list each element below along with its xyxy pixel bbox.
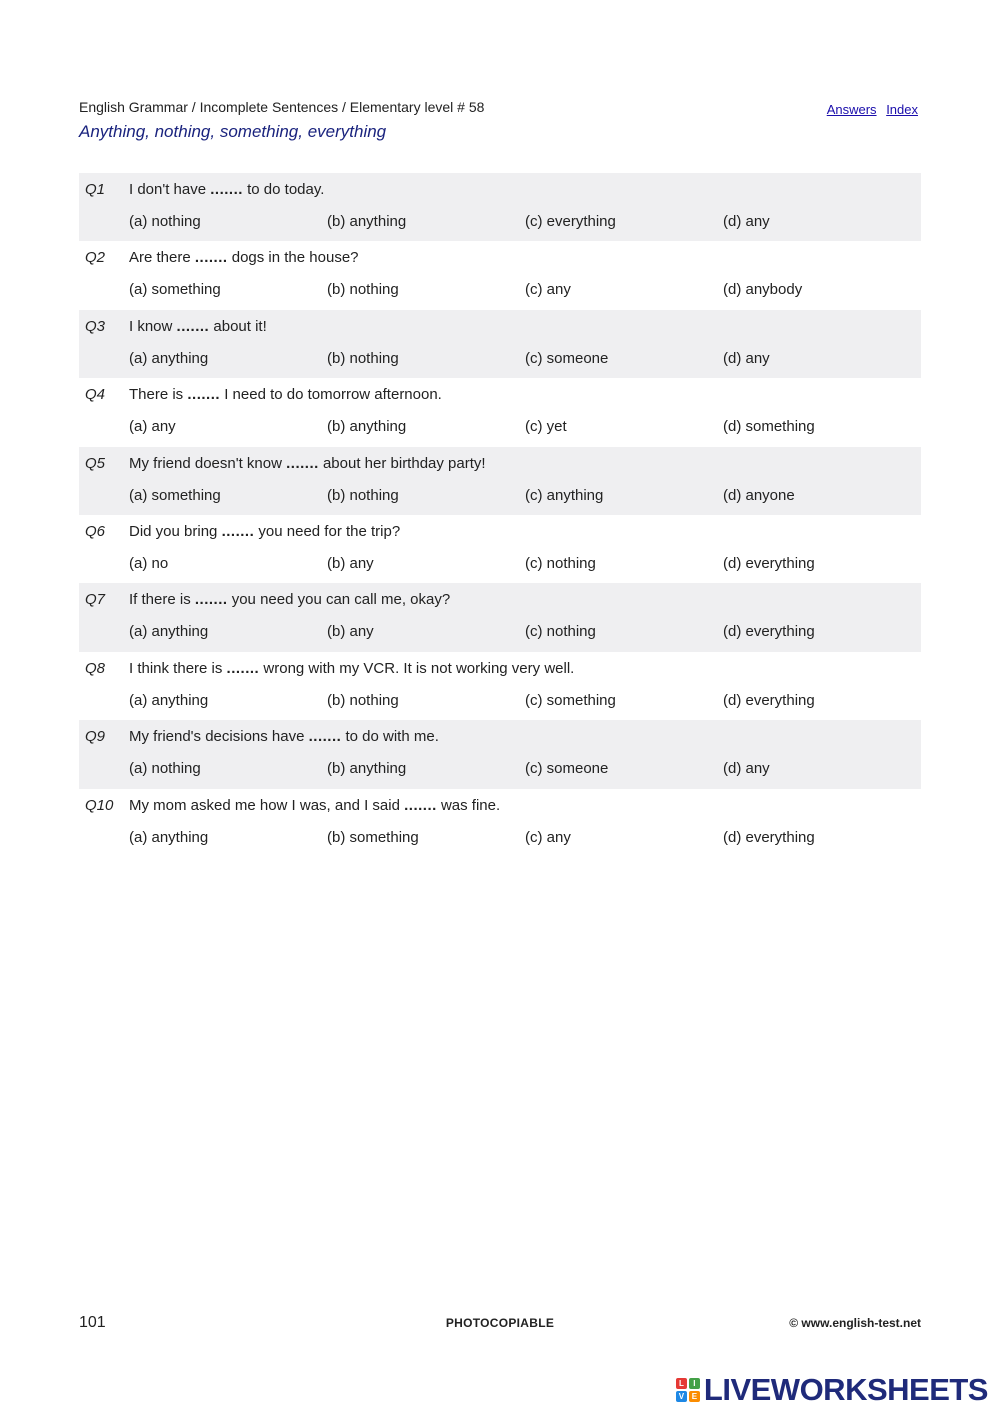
answer-blank[interactable]: ....... bbox=[194, 249, 228, 267]
question-list bbox=[79, 173, 921, 857]
answer-option[interactable]: (a) anything bbox=[129, 623, 209, 641]
question-number: Q4 bbox=[85, 386, 106, 404]
answer-option[interactable]: (c) anything bbox=[525, 486, 604, 504]
question-line bbox=[79, 591, 921, 615]
question-text-after: to do today. bbox=[242, 181, 325, 198]
answer-option[interactable]: (b) nothing bbox=[327, 349, 399, 367]
answer-option[interactable]: (c) any bbox=[525, 281, 571, 299]
logo-tile: V bbox=[676, 1391, 687, 1402]
answer-option[interactable]: (b) nothing bbox=[327, 486, 399, 504]
liveworksheets-logo-icon bbox=[676, 1378, 700, 1402]
question-item bbox=[79, 789, 921, 857]
breadcrumb: English Grammar / Incomplete Sentences / Elementary level # 58 bbox=[79, 99, 485, 115]
question-line bbox=[79, 318, 921, 342]
question-text bbox=[129, 181, 324, 198]
brand-name: LIVEWORKSHEETS bbox=[703, 1372, 988, 1407]
question-item bbox=[79, 583, 921, 651]
answer-options bbox=[129, 350, 921, 367]
answer-option[interactable]: (d) everything bbox=[723, 828, 815, 846]
answer-option[interactable]: (c) nothing bbox=[525, 554, 596, 572]
answer-option[interactable]: (d) something bbox=[723, 418, 815, 436]
logo-tile: L bbox=[676, 1378, 687, 1389]
question-text bbox=[129, 386, 442, 403]
page-title: Anything, nothing, something, everything bbox=[79, 122, 387, 141]
question-line bbox=[79, 660, 921, 684]
question-text-before: My mom asked me how I was, and I said bbox=[129, 796, 405, 814]
answer-options bbox=[129, 213, 921, 230]
answer-option[interactable]: (c) everything bbox=[525, 213, 616, 230]
answer-option[interactable]: (b) nothing bbox=[327, 691, 399, 709]
answer-options bbox=[129, 487, 921, 504]
question-text bbox=[129, 728, 439, 745]
question-text-after: dogs in the house? bbox=[227, 249, 359, 267]
question-text-after: you need you can call me, okay? bbox=[227, 591, 451, 609]
answer-option[interactable]: (b) something bbox=[327, 828, 419, 846]
answer-options bbox=[129, 555, 921, 572]
question-line bbox=[79, 181, 921, 205]
liveworksheets-brand bbox=[676, 1372, 988, 1408]
answer-option[interactable]: (d) everything bbox=[723, 554, 815, 572]
answer-option[interactable]: (b) anything bbox=[327, 418, 407, 436]
question-text bbox=[129, 591, 450, 608]
page-footer bbox=[79, 1314, 921, 1334]
answer-blank[interactable]: ....... bbox=[194, 591, 228, 609]
question-text bbox=[129, 797, 500, 814]
question-text bbox=[129, 318, 267, 335]
question-number: Q9 bbox=[85, 728, 106, 746]
question-item bbox=[79, 447, 921, 515]
question-text bbox=[129, 249, 359, 266]
answer-option[interactable]: (c) something bbox=[525, 691, 616, 709]
answer-blank[interactable]: ....... bbox=[176, 317, 210, 335]
question-line bbox=[79, 728, 921, 752]
answer-option[interactable]: (a) no bbox=[129, 554, 169, 572]
top-links bbox=[821, 102, 918, 117]
answer-option[interactable]: (a) anything bbox=[129, 691, 209, 709]
answer-blank[interactable]: ....... bbox=[221, 522, 255, 540]
answer-option[interactable]: (d) any bbox=[723, 349, 770, 367]
page-header bbox=[79, 99, 921, 142]
question-line bbox=[79, 249, 921, 273]
answer-option[interactable]: (b) any bbox=[327, 623, 374, 641]
answer-option[interactable]: (a) any bbox=[129, 418, 176, 436]
question-line bbox=[79, 386, 921, 410]
answer-option[interactable]: (c) someone bbox=[525, 760, 609, 778]
logo-tile: I bbox=[689, 1378, 700, 1389]
answer-option[interactable]: (a) nothing bbox=[129, 760, 201, 778]
question-number: Q7 bbox=[85, 591, 106, 609]
answer-option[interactable]: (b) nothing bbox=[327, 281, 399, 299]
question-text-before: There is bbox=[129, 386, 188, 404]
question-number: Q6 bbox=[85, 522, 106, 540]
question-text-before: I know bbox=[129, 317, 177, 335]
answer-option[interactable]: (c) someone bbox=[525, 349, 609, 367]
question-text-before: I don't have bbox=[129, 181, 211, 198]
question-item bbox=[79, 652, 921, 720]
question-text bbox=[129, 660, 574, 677]
question-text-before: My friend doesn't know bbox=[129, 454, 287, 472]
question-text bbox=[129, 455, 486, 472]
answer-options bbox=[129, 623, 921, 640]
question-line bbox=[79, 455, 921, 479]
answer-blank[interactable]: ....... bbox=[404, 796, 437, 814]
page-number: 101 bbox=[79, 1314, 106, 1331]
copyright-text: © www.english-test.net bbox=[789, 1316, 921, 1330]
answers-link[interactable]: Answers bbox=[826, 102, 877, 117]
answer-option[interactable]: (d) any bbox=[723, 760, 770, 778]
answer-option[interactable]: (d) any bbox=[723, 213, 770, 230]
question-item bbox=[79, 378, 921, 446]
question-text-before: Did you bring bbox=[129, 522, 222, 540]
answer-option[interactable]: (b) any bbox=[327, 554, 374, 572]
question-text-after: you need for the trip? bbox=[254, 522, 401, 540]
answer-blank[interactable]: ....... bbox=[226, 659, 260, 677]
answer-option[interactable]: (c) yet bbox=[525, 418, 567, 436]
answer-blank[interactable]: ....... bbox=[286, 454, 319, 472]
index-link[interactable]: Index bbox=[886, 102, 918, 117]
question-line bbox=[79, 523, 921, 547]
question-text-after: to do with me. bbox=[341, 728, 439, 746]
question-number: Q5 bbox=[85, 454, 106, 472]
question-number: Q1 bbox=[85, 181, 106, 198]
question-number: Q2 bbox=[85, 249, 106, 267]
logo-tile: E bbox=[689, 1391, 700, 1402]
answer-option[interactable]: (b) anything bbox=[327, 760, 407, 778]
answer-options bbox=[129, 760, 921, 777]
answer-option[interactable]: (a) nothing bbox=[129, 213, 201, 230]
question-text-after: was fine. bbox=[436, 796, 501, 814]
question-number: Q10 bbox=[85, 796, 114, 814]
question-text-before: I think there is bbox=[129, 659, 227, 677]
photocopiable-label: PHOTOCOPIABLE bbox=[445, 1316, 555, 1330]
question-line bbox=[79, 797, 921, 821]
question-item bbox=[79, 173, 921, 241]
answer-options bbox=[129, 692, 921, 709]
answer-options bbox=[129, 418, 921, 435]
question-item bbox=[79, 720, 921, 788]
answer-options bbox=[129, 829, 921, 846]
question-text-after: wrong with my VCR. It is not working very well. bbox=[259, 659, 575, 677]
question-text bbox=[129, 523, 400, 540]
answer-option[interactable]: (a) anything bbox=[129, 349, 209, 367]
answer-option[interactable]: (d) anyone bbox=[723, 486, 795, 504]
answer-option[interactable]: (d) anybody bbox=[723, 281, 803, 299]
question-number: Q8 bbox=[85, 659, 106, 677]
question-item bbox=[79, 310, 921, 378]
question-text-after: I need to do tomorrow afternoon. bbox=[220, 386, 442, 404]
answer-option[interactable]: (d) everything bbox=[723, 623, 815, 641]
answer-option[interactable]: (c) any bbox=[525, 828, 571, 846]
answer-blank[interactable]: ....... bbox=[210, 181, 243, 198]
question-text-before: Are there bbox=[129, 249, 195, 267]
question-text-after: about it! bbox=[209, 317, 267, 335]
answer-option[interactable]: (b) anything bbox=[327, 213, 407, 230]
question-item bbox=[79, 241, 921, 309]
answer-option[interactable]: (a) something bbox=[129, 281, 221, 299]
question-text-after: about her birthday party! bbox=[318, 454, 486, 472]
question-text-before: My friend's decisions have bbox=[129, 728, 309, 746]
answer-blank[interactable]: ....... bbox=[187, 386, 221, 404]
question-text-before: If there is bbox=[129, 591, 195, 609]
question-number: Q3 bbox=[85, 317, 106, 335]
answer-blank[interactable]: ....... bbox=[308, 728, 342, 746]
answer-options bbox=[129, 281, 921, 298]
answer-option[interactable]: (a) anything bbox=[129, 828, 209, 846]
question-item bbox=[79, 515, 921, 583]
answer-option[interactable]: (a) something bbox=[129, 486, 221, 504]
answer-option[interactable]: (c) nothing bbox=[525, 623, 596, 641]
answer-option[interactable]: (d) everything bbox=[723, 691, 815, 709]
